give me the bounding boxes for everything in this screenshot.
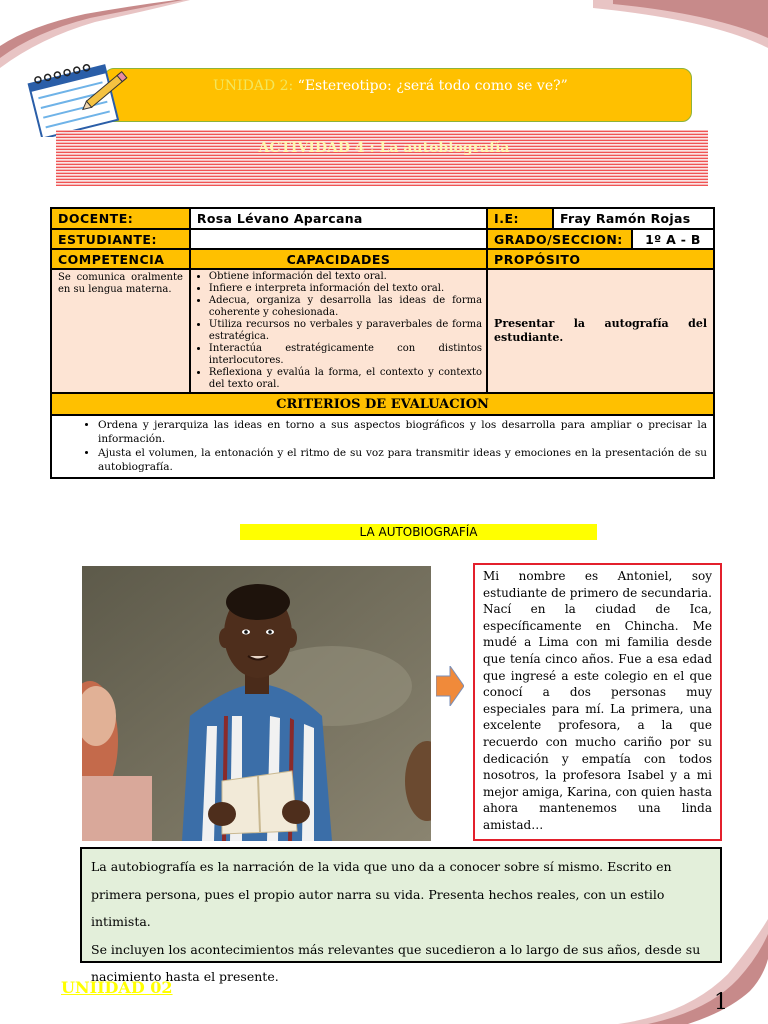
footer-unit: UNIIDAD 02: [61, 978, 173, 997]
unit-banner: [104, 68, 692, 122]
unit-label: UNIDAD 2:: [213, 78, 294, 94]
criterios-title: CRITERIOS DE EVALUACION: [51, 393, 714, 415]
competencia-value: Se comunica oralmente en su lengua materna.: [51, 269, 190, 393]
definition-paragraph: La autobiografía es la narración de la vida que uno da a conocer sobre sí mismo. Escrito en primera persona, pues el propio autor narra su vida. Presenta hechos reales, con un estilo intimista.: [91, 859, 672, 929]
page-number: 1: [714, 990, 728, 1015]
activity-title: ACTIVIDAD 4 : La autobiografía: [258, 140, 510, 156]
grado-label: GRADO/SECCION:: [487, 229, 632, 249]
criterios-list: [58, 418, 707, 474]
unit-name: “Estereotipo: ¿será todo como se ve?”: [293, 78, 568, 94]
unit-title: [213, 78, 568, 94]
estudiante-label: ESTUDIANTE:: [51, 229, 190, 249]
capacidad-item: • Interactúa estratégicamente con distintos interlocutores.: [209, 343, 482, 367]
corner-decoration-top-right: [593, 0, 768, 48]
capacidades-cell: [190, 269, 487, 393]
section-title: LA AUTOBIOGRAFÍA: [240, 524, 597, 540]
capacidades-list: [195, 271, 482, 391]
student-photo: [82, 566, 431, 841]
capacidad-item: • Adecua, organiza y desarrolla las ideas de forma coherente y cohesionada.: [209, 295, 482, 319]
estudiante-value[interactable]: [190, 229, 487, 249]
capacidad-item: • Obtiene información del texto oral.: [209, 271, 482, 283]
capacidad-item: • Infiere e interpreta información del texto oral.: [209, 283, 482, 295]
capacidad-item: • Reflexiona y evalúa la forma, el contexto y contexto del texto oral.: [209, 367, 482, 391]
info-table: [50, 207, 715, 479]
docente-label: DOCENTE:: [51, 208, 190, 229]
ie-value: Fray Ramón Rojas: [553, 208, 714, 229]
notepad-pencil-icon: [22, 55, 132, 137]
criterio-item: • Ordena y jerarquiza las ideas en torno a sus aspectos biográficos y los desarrolla para ampliar o precisar la información.: [98, 418, 707, 446]
definition-paragraph: Se incluyen los acontecimientos más relevantes que sucedieron a lo largo de sus años, desde su nacimiento hasta el presente.: [91, 941, 701, 984]
capacidades-label: CAPACIDADES: [190, 249, 487, 269]
ie-label: I.E:: [487, 208, 553, 229]
docente-value: Rosa Lévano Aparcana: [190, 208, 487, 229]
grado-value: 1º A - B: [632, 229, 714, 249]
story-box: [473, 563, 722, 841]
activity-banner: [56, 130, 708, 186]
proposito-value: Presentar la autografía del estudiante.: [487, 269, 714, 393]
criterios-cell: [51, 415, 714, 478]
criterio-item: • Ajusta el volumen, la entonación y el ritmo de su voz para transmitir ideas y emociones en la presentación de su autobiografía.: [98, 446, 707, 474]
proposito-label: PROPÓSITO: [487, 249, 714, 269]
definition-box: [80, 847, 722, 984]
competencia-label: COMPETENCIA: [51, 249, 190, 269]
capacidad-item: • Utiliza recursos no verbales y paraverbales de forma estratégica.: [209, 319, 482, 343]
arrow-right-icon: [436, 666, 464, 706]
story-text: Mi nombre es Antoniel, soy estudiante de primero de secundaria. Nací en la ciudad de Ica, específicamente en Chincha. Me mudé a Lima con mi familia desde que tenía cinco años. Fue a esa edad que ingresé a este colegio en el que conocí a dos personas muy especiales para mí. La primera, una excelente profesora, a la que recuerdo con mucho cariño por su dedicación y empatía con todos nosotros, la profesora Isabel y a mi mejor amiga, Karina, con quien hasta ahora mantenemos una linda amistad…: [483, 569, 712, 832]
